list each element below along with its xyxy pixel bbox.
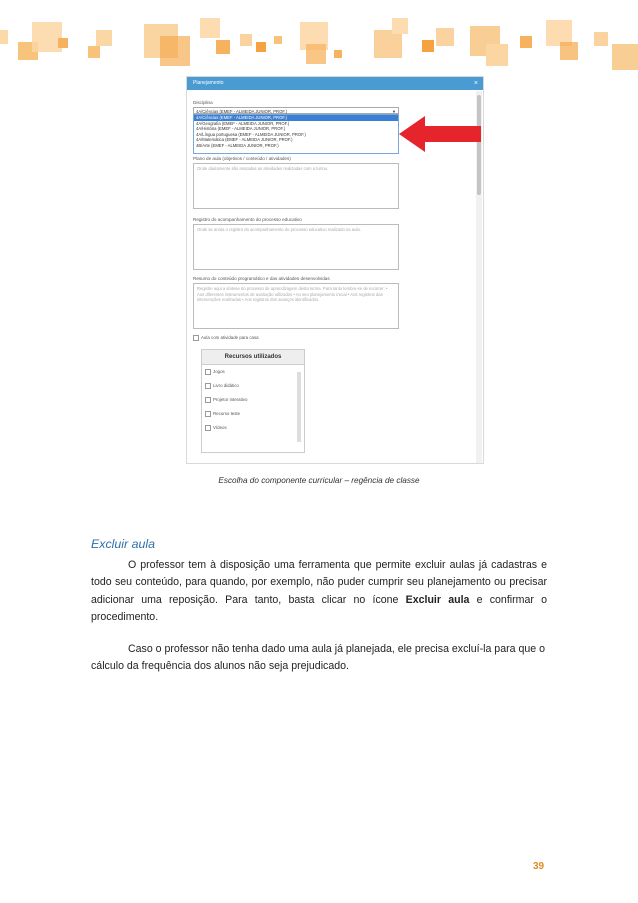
- dialog-title: Planejamento: [193, 80, 224, 86]
- close-icon[interactable]: ×: [473, 80, 478, 87]
- decor-square: [96, 30, 112, 46]
- resumo-label: Resumo do conteúdo programático e das atividades desenvolvidas: [193, 276, 330, 281]
- recurso-item[interactable]: Livro didático: [202, 379, 304, 393]
- decor-square: [612, 44, 638, 70]
- decor-square: [88, 46, 100, 58]
- disciplina-options-list[interactable]: [193, 114, 399, 154]
- decor-square: [374, 30, 402, 58]
- decorative-squares-banner: [0, 0, 638, 78]
- recurso-item[interactable]: Vídeos: [202, 421, 304, 435]
- disciplina-option[interactable]: 4A/Ciências (EMEF - ALMEIDA JUNIOR, PROF.): [194, 115, 398, 121]
- decor-square: [274, 36, 282, 44]
- decor-square: [256, 42, 266, 52]
- decor-square: [306, 44, 326, 64]
- decor-square: [436, 28, 454, 46]
- chevron-down-icon: ▼: [392, 109, 396, 114]
- registro-label: Registro do acompanhamento do processo educativo: [193, 217, 302, 222]
- decor-square: [392, 18, 408, 34]
- decor-square: [422, 40, 434, 52]
- disciplina-option[interactable]: 4A/Geografia (EMEF - ALMEIDA JUNIOR, PROF.): [196, 120, 290, 126]
- resumo-textarea[interactable]: Registre aqui a síntese do processo de aprendizagem desta turma. Para tanto lembre-se de recorrer: • Aos diferentes instrumentos de avaliação utilizados • Ao seu planejamento inicial • Aos registros das intervenções realizadas • Aos registros dos avanços identificados.: [193, 283, 399, 329]
- paragraph-2: Caso o professor não tenha dado uma aula já planejada, ele precisa excluí-la para que o cálculo da frequência dos alunos não seja prejudicado.: [91, 643, 545, 673]
- recurso-item[interactable]: Recurso teste: [202, 407, 304, 421]
- disciplina-selected-value: 4A/Ciências (EMEF - ALMEIDA JUNIOR, PROF.): [196, 109, 287, 114]
- recurso-item[interactable]: Jogos: [202, 365, 304, 379]
- checkbox[interactable]: [205, 383, 211, 389]
- checkbox[interactable]: [205, 425, 211, 431]
- decor-square: [216, 40, 230, 54]
- registro-textarea[interactable]: Onde se anota o registro do acompanhamento do processo educativo realizado na aula.: [193, 224, 399, 270]
- dialog-titlebar: [187, 77, 483, 90]
- decor-square: [520, 36, 532, 48]
- planejamento-screenshot: [186, 76, 484, 464]
- disciplina-option[interactable]: 4A/História (EMEF - ALMEIDA JUNIOR, PROF.): [196, 126, 286, 132]
- checkbox[interactable]: [205, 411, 211, 417]
- plano-label: Plano de aula (objetivos / conteúdo / atividades): [193, 156, 291, 161]
- recursos-panel: [201, 349, 305, 453]
- page-number: 39: [533, 861, 545, 872]
- checkbox[interactable]: [205, 369, 211, 375]
- disciplina-option[interactable]: 4A/Língua portuguesa (EMEF - ALMEIDA JUNIOR, PROF.): [196, 131, 306, 137]
- checkbox[interactable]: [205, 397, 211, 403]
- decor-square: [240, 34, 252, 46]
- decor-square: [334, 50, 342, 58]
- decor-square: [160, 36, 190, 66]
- red-arrow-icon: [395, 113, 484, 155]
- disciplina-option[interactable]: 4A/Matemática (EMEF - ALMEIDA JUNIOR, PROF.): [196, 137, 293, 143]
- atividade-casa-row[interactable]: [193, 335, 259, 341]
- excluir-aula-bold: Excluir aula: [405, 593, 470, 606]
- decor-square: [200, 18, 220, 38]
- disciplina-option[interactable]: 4B/Arte (EMEF - ALMEIDA JUNIOR, PROF.): [196, 142, 279, 148]
- recursos-scrollbar[interactable]: [297, 372, 301, 442]
- decor-square: [58, 38, 68, 48]
- section-heading: Excluir aula: [91, 537, 156, 551]
- disciplina-select[interactable]: [193, 107, 399, 114]
- checkbox-label: Aula com atividade para casa: [201, 335, 259, 341]
- paragraph-1: O professor tem à disposição uma ferramenta que permite excluir aulas já cadastras e todo seu conteúdo, para quando, por exemplo, não puder cumprir seu planejamento ou precisar adicionar uma reposição. Para tanto, basta clicar no ícone Excluir aula e confirmar o procedimento.: [91, 559, 547, 624]
- plano-textarea[interactable]: Onde diariamente são anotadas as atividades realizadas com a turma.: [193, 163, 399, 209]
- decor-square: [560, 42, 578, 60]
- disciplina-label: Disciplina: [193, 100, 213, 105]
- recursos-title: Recursos utilizados: [202, 350, 304, 365]
- decor-square: [486, 44, 508, 66]
- checkbox[interactable]: [193, 335, 199, 341]
- recurso-item[interactable]: Projetor interativo: [202, 393, 304, 407]
- figure-caption: Escolha do componente curricular – regência de classe: [218, 476, 420, 485]
- decor-square: [0, 30, 8, 44]
- decor-square: [594, 32, 608, 46]
